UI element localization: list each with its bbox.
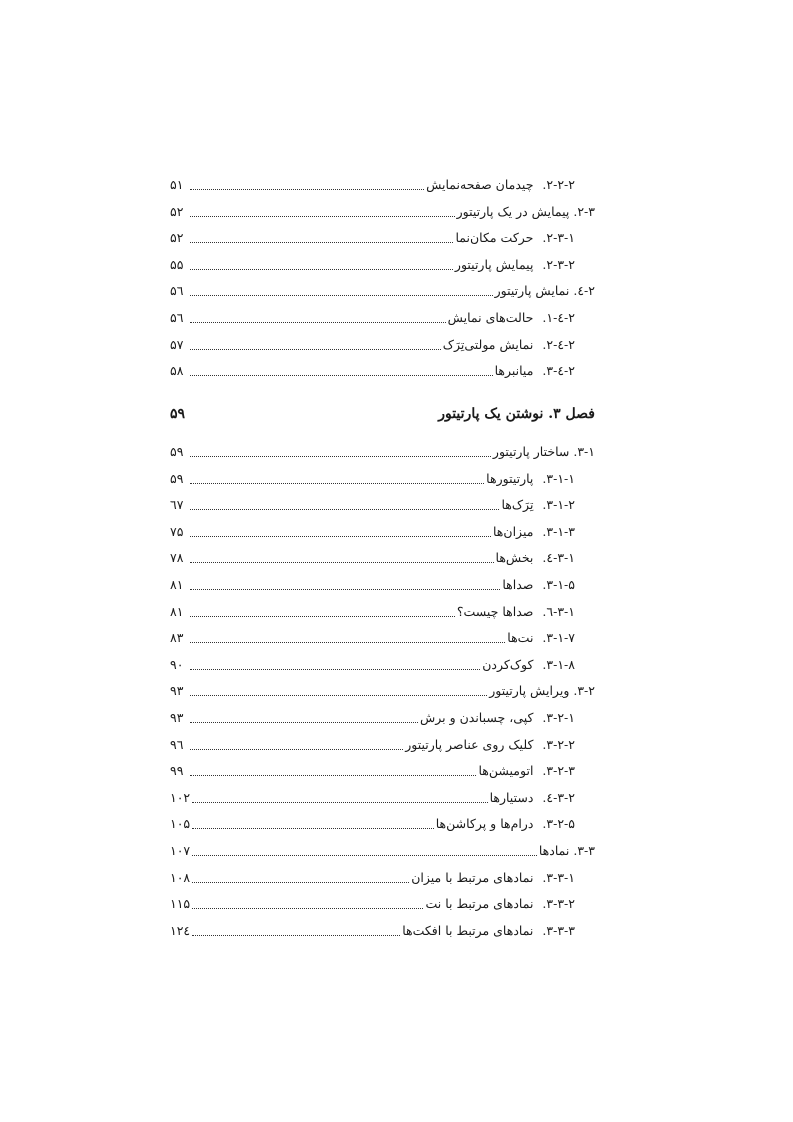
toc-entry-page-number: ٦۷ bbox=[170, 497, 184, 513]
toc-entry-title: درام‌ها و پرکاشن‌ها bbox=[435, 816, 534, 832]
toc-entry-page-number: ۵۱ bbox=[170, 177, 184, 192]
dot-leader bbox=[192, 877, 409, 883]
toc-entry-number: ۳-۱-۱. bbox=[542, 470, 575, 486]
toc-entry[interactable] bbox=[170, 892, 575, 912]
toc-entry-title: کلیک روی عناصر پارتیتور bbox=[405, 736, 534, 752]
toc-entry-title: نمایش پارتیتور bbox=[494, 283, 570, 299]
toc-entry-title: بخش‌ها bbox=[495, 550, 534, 566]
toc-entry-page-number: ۱۱۵ bbox=[170, 896, 191, 912]
toc-entry-number: ۳-۲-۳. bbox=[542, 763, 575, 779]
toc-entry-title: کوک‌کردن bbox=[482, 656, 534, 672]
toc-entry-number: ۳-۱-۷. bbox=[542, 630, 575, 646]
toc-entry-title: تِرَک‌ها bbox=[501, 497, 534, 513]
dot-leader bbox=[190, 531, 491, 537]
dot-leader bbox=[190, 264, 453, 270]
dot-leader bbox=[190, 744, 403, 750]
toc-entry-number: ۳-۱. bbox=[573, 444, 595, 459]
toc-entry[interactable] bbox=[170, 546, 575, 566]
toc-entry[interactable] bbox=[170, 333, 575, 353]
toc-entry-number: ۲-۳-۱. bbox=[542, 230, 575, 246]
toc-entry-number: ۲-٤-۳. bbox=[542, 363, 575, 379]
dot-leader bbox=[190, 557, 494, 563]
toc-entry[interactable] bbox=[170, 493, 575, 513]
toc-entry-page-number: ۸۱ bbox=[170, 603, 184, 619]
toc-entry[interactable] bbox=[170, 600, 575, 620]
toc-entry-number: ۳-۱-٦. bbox=[542, 603, 575, 619]
toc-entry-number: ۳-۳-۳. bbox=[542, 922, 575, 938]
toc-entry-page-number: ۹۰ bbox=[170, 656, 184, 672]
toc-entry-page-number: ۵٦ bbox=[170, 310, 184, 325]
toc-entry-page-number: ۵۲ bbox=[170, 230, 184, 246]
toc-entry-page-number: ۱۰۸ bbox=[170, 869, 191, 885]
dot-leader bbox=[190, 664, 480, 670]
toc-entry[interactable] bbox=[170, 706, 575, 726]
dot-leader bbox=[190, 184, 424, 190]
toc-entry-title: دستیارها bbox=[489, 789, 534, 805]
toc-entry-title: کپی، چسباندن و برش bbox=[419, 710, 534, 725]
toc-entry-page-number: ۵۹ bbox=[170, 444, 184, 459]
dot-leader bbox=[190, 451, 491, 457]
toc-entry-number: ۳-۱-٤. bbox=[542, 550, 575, 566]
dot-leader bbox=[190, 611, 455, 617]
dot-leader bbox=[190, 478, 484, 484]
toc-entry-number: ۳-۳. bbox=[573, 843, 595, 858]
toc-entry-page-number: ۱۲٤ bbox=[170, 922, 191, 938]
dot-leader bbox=[190, 717, 418, 723]
toc-entry-number: ۳-۲-۲. bbox=[542, 736, 575, 752]
dot-leader bbox=[190, 770, 476, 776]
toc-entry-page-number: ۵٦ bbox=[170, 283, 184, 299]
dot-leader bbox=[190, 504, 499, 510]
toc-entry[interactable] bbox=[170, 733, 575, 753]
toc-entry-page-number: ۹۳ bbox=[170, 683, 184, 699]
chapter-title: فصل ۳. نوشتن یک پارتیتور bbox=[438, 406, 595, 422]
toc-entry[interactable] bbox=[170, 440, 595, 460]
toc-entry-number: ۳-۱-۸. bbox=[542, 656, 575, 672]
toc-entry-title: نمادهای مرتبط با نت bbox=[425, 896, 534, 912]
toc-entry-page-number: ۵۲ bbox=[170, 203, 184, 219]
toc-entry-page-number: ۹۳ bbox=[170, 710, 184, 725]
toc-entry-title: پیمایش در یک پارتیتور bbox=[456, 203, 570, 219]
toc-entry[interactable] bbox=[170, 253, 575, 273]
toc-entry-number: ۳-۲. bbox=[573, 683, 595, 699]
dot-leader bbox=[190, 344, 441, 350]
toc-entry-page-number: ۸۱ bbox=[170, 577, 184, 592]
toc-entry[interactable] bbox=[170, 679, 595, 699]
toc-entry-page-number: ۵۵ bbox=[170, 256, 184, 272]
dot-leader bbox=[192, 903, 423, 909]
toc-entry-title: حرکت مکان‌نما bbox=[455, 230, 534, 246]
toc-entry-number: ۳-۱-۲. bbox=[542, 497, 575, 513]
toc-entry-title: میزان‌ها bbox=[493, 523, 534, 539]
toc-entry-page-number: ۵۷ bbox=[170, 336, 184, 352]
dot-leader bbox=[192, 930, 400, 936]
toc-entry[interactable] bbox=[170, 173, 575, 193]
toc-entry-title: نمایش مولتی‌تِرَک bbox=[442, 336, 534, 352]
toc-entry[interactable] bbox=[170, 919, 575, 939]
toc-entry-title: پارتیتورها bbox=[486, 470, 534, 486]
toc-entry-title: اتومیشن‌ها bbox=[478, 763, 534, 779]
toc-entry-title: میانبرها bbox=[494, 363, 534, 379]
dot-leader bbox=[190, 690, 487, 696]
toc-entry-number: ۳-۱-۵. bbox=[542, 577, 575, 592]
toc-entry-title: صداها bbox=[502, 577, 534, 592]
toc-entry-page-number: ۹٦ bbox=[170, 736, 184, 752]
toc-entry-number: ۲-٤. bbox=[573, 283, 595, 299]
toc-entry-title: نت‌ها bbox=[507, 630, 534, 646]
toc-entry-page-number: ۵۸ bbox=[170, 363, 184, 379]
toc-entry[interactable] bbox=[170, 279, 595, 299]
toc-entry-page-number: ۹۹ bbox=[170, 763, 184, 779]
toc-entry-page-number: ۱۰۷ bbox=[170, 843, 191, 858]
dot-leader bbox=[192, 823, 434, 829]
toc-entry-title: صداها چیست؟ bbox=[456, 603, 534, 619]
toc-entry-page-number: ۱۰۲ bbox=[170, 789, 191, 805]
toc-entry-number: ۲-۳. bbox=[573, 203, 595, 219]
toc-entry[interactable] bbox=[170, 653, 575, 673]
toc-entry-number: ۳-۳-۲. bbox=[542, 896, 575, 912]
toc-entry[interactable] bbox=[170, 359, 575, 379]
toc-entry[interactable] bbox=[170, 306, 575, 326]
dot-leader bbox=[190, 237, 453, 243]
toc-entry-page-number: ۱۰۵ bbox=[170, 816, 191, 832]
dot-leader bbox=[190, 211, 455, 217]
chapter-page-number: ۵۹ bbox=[170, 406, 186, 422]
toc-entry[interactable] bbox=[170, 200, 595, 220]
toc-entry-number: ۲-۳-۲. bbox=[542, 256, 575, 272]
toc-entry-number: ۳-۱-۳. bbox=[542, 523, 575, 539]
toc-entry[interactable] bbox=[170, 626, 575, 646]
toc-entry-number: ۲-٤-۱. bbox=[542, 310, 575, 325]
dot-leader bbox=[190, 584, 500, 590]
toc-entry-title: ویرایش پارتیتور bbox=[489, 683, 570, 699]
toc-entry[interactable] bbox=[170, 839, 595, 859]
toc-entry-number: ۳-۲-٤. bbox=[542, 789, 575, 805]
toc-entry-title: حالت‌های نمایش bbox=[447, 310, 534, 325]
toc-entry[interactable] bbox=[170, 467, 575, 487]
dot-leader bbox=[190, 317, 446, 323]
toc-entry[interactable] bbox=[170, 520, 575, 540]
toc-entry-title: ساختار پارتیتور bbox=[492, 444, 570, 459]
toc-entry-number: ۳-۲-۱. bbox=[542, 710, 575, 725]
toc-entry-number: ۲-۲-۲. bbox=[542, 177, 575, 192]
toc-entry[interactable] bbox=[170, 866, 575, 886]
dot-leader bbox=[190, 290, 493, 296]
toc-entry-page-number: ۸۳ bbox=[170, 630, 184, 646]
dot-leader bbox=[192, 797, 487, 803]
dot-leader bbox=[190, 637, 505, 643]
toc-entry-page-number: ۵۹ bbox=[170, 470, 184, 486]
dot-leader bbox=[190, 370, 493, 376]
toc-entry-title: نمادها bbox=[538, 843, 570, 858]
toc-entry-title: پیمایش پارتیتور bbox=[454, 256, 534, 272]
toc-entry-page-number: ۷۵ bbox=[170, 523, 184, 539]
toc-entry-title: نمادهای مرتبط با میزان bbox=[411, 869, 534, 885]
toc-entry[interactable] bbox=[170, 786, 575, 806]
toc-entry[interactable] bbox=[170, 812, 575, 832]
toc-entry-number: ۲-٤-۲. bbox=[542, 336, 575, 352]
dot-leader bbox=[192, 850, 537, 856]
toc-entry-number: ۳-۳-۱. bbox=[542, 869, 575, 885]
toc-entry-title: نمادهای مرتبط با افکت‌ها bbox=[402, 922, 534, 938]
toc-entry[interactable] bbox=[170, 573, 575, 593]
chapter-heading bbox=[170, 402, 595, 426]
toc-entry[interactable] bbox=[170, 759, 575, 779]
toc-entry-page-number: ۷۸ bbox=[170, 550, 184, 566]
toc-entry-number: ۳-۲-۵. bbox=[542, 816, 575, 832]
toc-entry[interactable] bbox=[170, 226, 575, 246]
toc-entry-title: چیدمان صفحه‌نمایش bbox=[426, 177, 534, 192]
